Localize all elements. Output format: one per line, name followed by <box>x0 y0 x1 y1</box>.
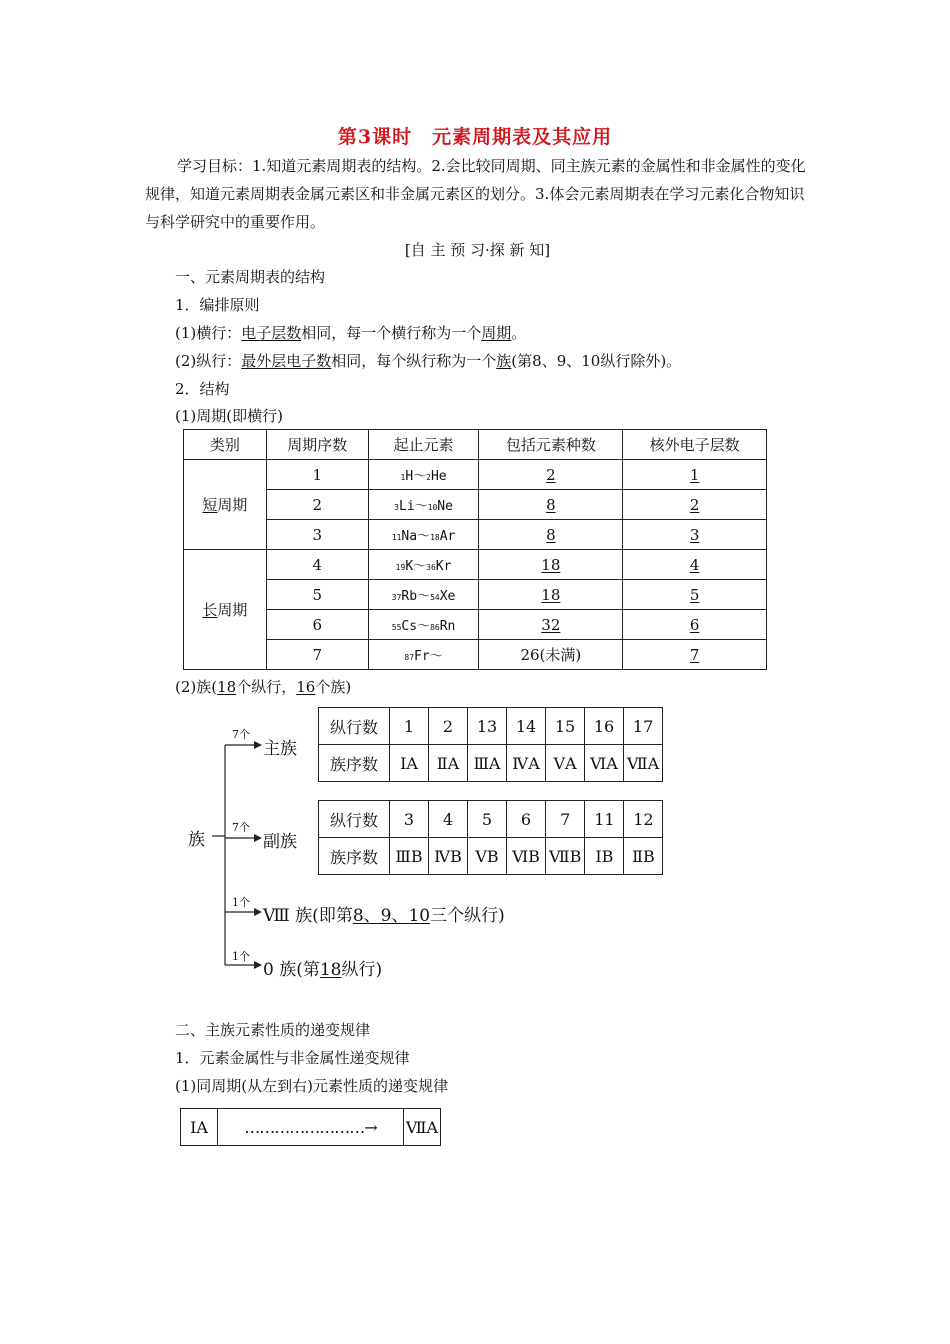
table-header-row: 类别 周期序数 起止元素 包括元素种数 核外电子层数 <box>184 430 767 460</box>
table-row: 2 3Li～10Ne 8 2 <box>184 490 767 520</box>
short-period-label: 短周期 <box>184 460 267 550</box>
zero-group-label: 0 族(第18纵行) <box>263 960 383 980</box>
table-row: 7 87Fr～ 26(未满) 7 <box>184 640 767 670</box>
table-row: 长周期 4 19K～36Kr 18 4 <box>184 550 767 580</box>
viii-group-label: Ⅷ 族(即第8、9、10三个纵行) <box>263 906 505 926</box>
main-group-count: 7个 <box>232 728 250 741</box>
table-row: 纵行数 1 2 13 14 15 16 17 <box>319 708 663 745</box>
sub-group-table <box>318 800 663 875</box>
arrow-box-arrow: ……………………→ <box>244 1117 377 1137</box>
heading-same-period: (1)同周期(从左到右)元素性质的递变规律 <box>175 1077 448 1095</box>
row-rule: (1)横行：电子层数相同，每一个横行称为一个周期。 <box>175 324 527 342</box>
table-row: 6 55Cs～86Rn 32 6 <box>184 610 767 640</box>
sub-group-count: 7个 <box>232 821 250 834</box>
viii-group-count: 1个 <box>232 896 250 909</box>
main-group-table <box>318 707 663 782</box>
period-heading: (1)周期(即横行) <box>175 407 283 425</box>
section-tag: [自 主 预 习·探 新 知] <box>404 241 551 259</box>
heading-structure-2: 2．结构 <box>175 380 230 398</box>
arrow-box-right: ⅦA <box>403 1109 440 1145</box>
main-group-label: 主族 <box>263 739 297 759</box>
heading-metallic-trends: 1．元素金属性与非金属性递变规律 <box>175 1049 410 1067</box>
heading-structure: 一、元素周期表的结构 <box>175 268 326 286</box>
group-root-label: 族 <box>188 830 205 850</box>
arrow-box-left: ⅠA <box>181 1109 218 1145</box>
page-title: 第3课时 元素周期表及其应用 <box>337 126 613 148</box>
zero-group-count: 1个 <box>232 950 250 963</box>
column-rule: (2)纵行：最外层电子数相同，每个纵行称为一个族(第8、9、10纵行除外)。 <box>175 352 682 370</box>
table-row: 族序数 ⅠA ⅡA ⅢA ⅣA ⅤA ⅥA ⅦA <box>319 745 663 782</box>
heading-trends: 二、主族元素性质的递变规律 <box>175 1021 371 1039</box>
heading-arrangement: 1．编排原则 <box>175 296 260 314</box>
table-row: 短周期 1 1H～2He 2 1 <box>184 460 767 490</box>
group-heading: (2)族(18个纵行，16个族) <box>175 678 352 696</box>
table-row: 族序数 ⅢB ⅣB ⅤB ⅥB ⅦB ⅠB ⅡB <box>319 838 663 875</box>
table-row: 3 11Na～18Ar 8 3 <box>184 520 767 550</box>
learning-objectives: 学习目标：1.知道元素周期表的结构。2.会比较同周期、同主族元素的金属性和非金属性的变化规律，知道元素周期表金属元素区和非金属元素区的划分。3.体会元素周期表在学习元素化合物知识与科学研究中的重要作用。 <box>145 157 806 231</box>
table-row: 纵行数 3 4 5 6 7 11 12 <box>319 801 663 838</box>
sub-group-label: 副族 <box>263 832 297 852</box>
long-period-label: 长周期 <box>184 550 267 670</box>
table-row: 5 37Rb～54Xe 18 5 <box>184 580 767 610</box>
period-arrow-box <box>180 1108 441 1146</box>
